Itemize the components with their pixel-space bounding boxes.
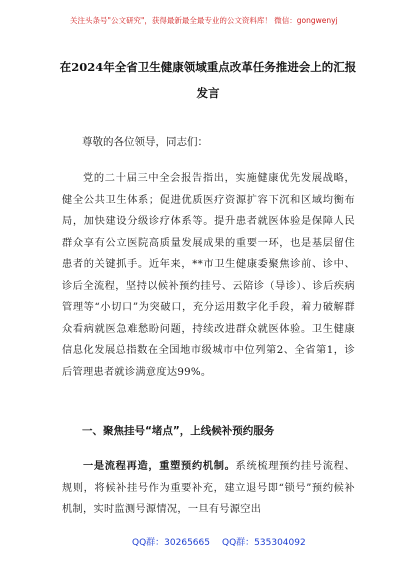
document-title: 在2024年全省卫生健康领域重点改革任务推进会上的汇报发言: [59, 60, 357, 100]
sub-paragraph: [62, 456, 355, 521]
section-heading: 一、聚焦挂号“堵点”，上线候补预约服务: [82, 425, 275, 437]
salutation: 尊敬的各位领导，同志们：: [82, 136, 208, 148]
header-banner: 关注头条号"公文研究"，获得最新最全最专业的公文资料库！ 微信：gongwenyj: [70, 16, 338, 25]
footer-qq-group-one: QQ群：30265665: [132, 538, 210, 548]
footer-qq-group-two: QQ群：535304092: [222, 538, 306, 548]
intro-paragraph: 党的二十届三中全会报告指出，实施健康优先发展战略，健全公共卫生体系；促进优质医疗资源扩容下沉和区域均衡布局，加快建设分级诊疗体系等。提升患者就医体验是保障人民群众享有公立医院高质量发展成果的重要一环，也是基层留住患者的关键抓手。近年来，**市卫生健康委聚焦诊前、诊中、诊后全流程，坚持以候补预约挂号、云陪诊（导诊）、诊后疾病管理等“小切口”为突破口，充分运用数字化手段，着力破解群众看病就医急难愁盼问题，持续改进群众就医体验。卫生健康信息化发展总指数在全国地市级城市中位列第2、全省第1，诊后管理患者就诊满意度达99%。: [62, 173, 355, 378]
sub-paragraph-body: 系统梳理预约挂号流程、规则，将候补挂号作为重要补充，建立退号即“锁号”预约候补机制，实时监测号源情况，一旦有号源空出: [62, 461, 355, 515]
sub-paragraph-lead: 一是流程再造，重塑预约机制。: [83, 460, 236, 472]
